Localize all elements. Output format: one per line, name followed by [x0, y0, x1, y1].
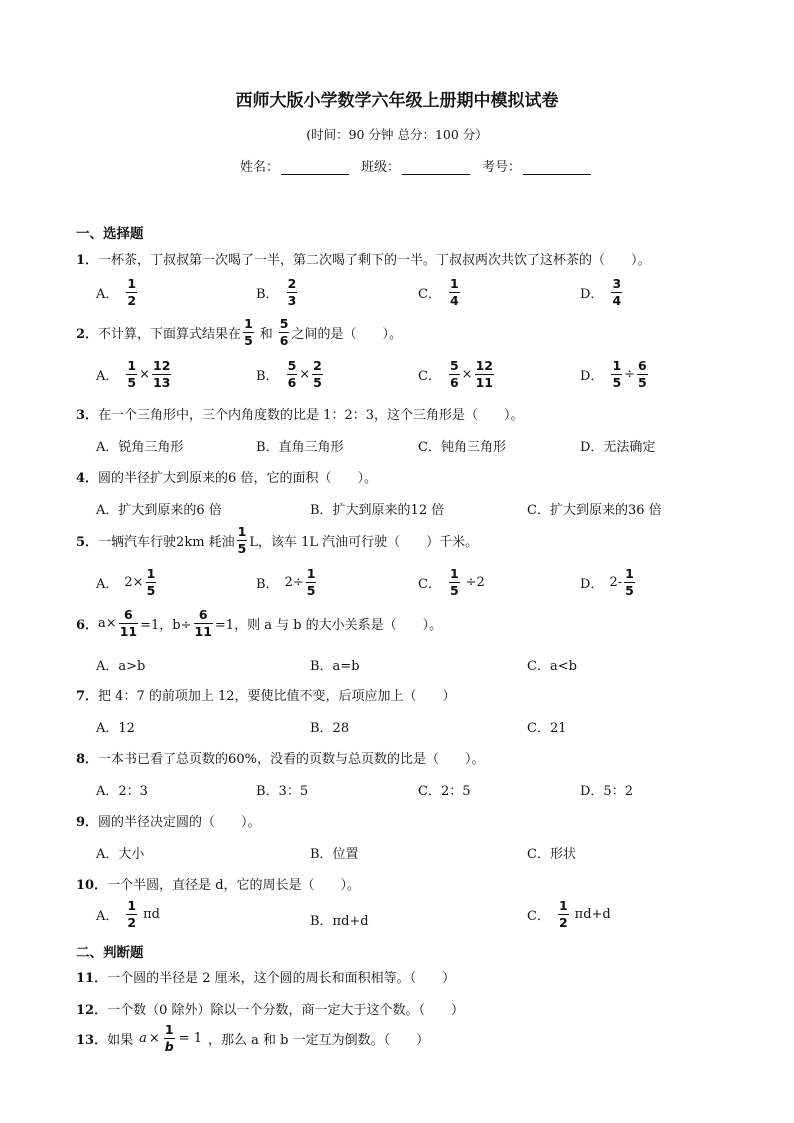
fraction: [624, 568, 635, 597]
option-label: A．: [96, 369, 119, 384]
q7-option-a[interactable]: A．12: [96, 721, 135, 736]
class-label: 班级：: [361, 160, 401, 175]
operator: ÷: [624, 367, 636, 382]
question-text: =1，则 a 与 b 的大小关系是（ ）。: [214, 618, 443, 633]
numerator: 6: [198, 607, 208, 622]
expression-suffix: πd+d: [574, 907, 611, 922]
question-number: 5．: [76, 535, 99, 550]
fraction: [558, 900, 569, 929]
denominator: 4: [449, 292, 459, 308]
expression-suffix: ÷2: [465, 575, 485, 590]
question-number: 6．: [76, 618, 99, 633]
page-title: 西师大版小学数学六年级上册期中模拟试卷: [235, 91, 559, 111]
q3-option-c[interactable]: C．钝角三角形: [418, 440, 506, 455]
expression-prefix: 2-: [609, 575, 623, 590]
q9-option-a[interactable]: A．大小: [96, 847, 145, 862]
numerator: 1: [146, 566, 156, 581]
question-text: 圆的半径决定圆的（ ）。: [98, 815, 261, 830]
denominator: 11: [119, 623, 138, 639]
fraction: [287, 278, 298, 307]
question-text: 一个半圆，直径是 d，它的周长是（ ）。: [107, 878, 361, 893]
question-text: 圆的半径扩大到原来的6 倍，它的面积（ ）。: [98, 471, 377, 486]
operator: ×: [299, 367, 311, 382]
numerator: 6: [124, 607, 133, 622]
question-number: 12．: [76, 1003, 108, 1018]
option-label: A．: [96, 287, 119, 302]
q10-option-a[interactable]: [96, 900, 160, 929]
class-field: [361, 156, 470, 175]
question-number: 4．: [76, 471, 99, 486]
numerator: 1: [449, 276, 459, 291]
fraction: [611, 278, 622, 307]
q3-option-d[interactable]: D．无法确定: [580, 440, 656, 455]
question-number: 9．: [76, 815, 99, 830]
exam-time-score: (时间：90 分钟 总分：100 分）: [306, 127, 488, 142]
numerator: 1: [127, 276, 137, 291]
q8-option-c[interactable]: C．2：5: [418, 784, 471, 799]
denominator: 5: [313, 374, 322, 390]
q7-option-c[interactable]: C．21: [527, 721, 567, 736]
question-number: 11．: [76, 971, 108, 986]
denominator: 5: [306, 582, 316, 598]
question-9: [76, 811, 261, 830]
option-label: D．: [580, 369, 604, 384]
fraction: [611, 360, 622, 389]
name-field: [240, 156, 349, 175]
q9-option-b[interactable]: B．位置: [310, 847, 359, 862]
denominator: 3: [287, 292, 297, 308]
option-label: C．: [418, 369, 441, 384]
fraction: [126, 360, 137, 389]
numerator: 1: [612, 358, 622, 373]
denominator: 6: [449, 374, 459, 390]
q5-option-a[interactable]: [96, 568, 158, 597]
denominator: 5: [449, 582, 459, 598]
fraction: [449, 278, 460, 307]
question-12: [76, 999, 464, 1018]
q10-option-c[interactable]: [527, 900, 611, 929]
denominator: 11: [475, 374, 493, 390]
fraction: [306, 568, 317, 597]
fraction: [449, 360, 460, 389]
numerator: 1: [306, 566, 316, 581]
option-label: D．: [580, 577, 604, 592]
expression-prefix: 2×: [124, 575, 144, 590]
numerator: 5: [449, 358, 459, 373]
denominator: 6: [279, 332, 289, 348]
math-equals: = 1: [178, 1031, 203, 1046]
numerator: 2: [313, 358, 322, 373]
denominator: 5: [237, 540, 247, 556]
q8-option-d[interactable]: D．5：2: [580, 784, 633, 799]
denominator: 5: [244, 332, 253, 348]
q6-option-b[interactable]: B．a=b: [310, 659, 360, 674]
name-label: 姓名：: [240, 160, 280, 175]
fraction: [449, 568, 460, 597]
denominator: 6: [287, 374, 297, 390]
fraction: [475, 360, 494, 389]
q3-option-b[interactable]: B．直角三角形: [256, 440, 344, 455]
operator: ×: [148, 1031, 160, 1046]
fraction: [243, 318, 254, 347]
question-number: 10．: [76, 878, 108, 893]
fraction: [164, 1024, 175, 1053]
question-text: 如果: [107, 1033, 134, 1048]
question-text: 把 4：7 的前项加上 12，要使比值不变，后项应加上（ ）: [98, 689, 456, 704]
q5-option-d[interactable]: [580, 568, 637, 597]
q4-option-a[interactable]: A．扩大到原来的6 倍: [96, 503, 222, 518]
numerator: 1: [127, 898, 137, 913]
question-text: ，那么 a 和 b 一定互为倒数。（ ）: [208, 1033, 430, 1048]
option-label: B．: [256, 287, 279, 302]
question-text: 一杯茶，丁叔叔第一次喝了一半，第二次喝了剩下的一半。丁叔叔两次共饮了这杯茶的（ ）。: [98, 253, 651, 268]
numerator: 5: [287, 358, 297, 373]
q4-option-b[interactable]: B．扩大到原来的12 倍: [310, 503, 445, 518]
question-text: 一个圆的半径是 2 厘米，这个圆的周长和面积相等。（ ）: [107, 971, 456, 986]
q1-option-c[interactable]: [418, 278, 462, 307]
option-label: B．: [256, 577, 279, 592]
operator: ×: [461, 367, 473, 382]
question-1: [76, 249, 651, 268]
expression-suffix: πd: [143, 907, 160, 922]
denominator: 4: [612, 292, 622, 308]
exam-number-label: 考号：: [482, 160, 522, 175]
question-number: 7．: [76, 689, 99, 704]
numerator: 1: [237, 524, 247, 539]
fraction: [279, 318, 290, 347]
question-7: [76, 685, 456, 704]
question-text: 一本书已看了总页数的60%，没看的页数与总页数的比是（ ）。: [98, 752, 485, 767]
fraction: [287, 360, 298, 389]
option-label: A．: [96, 577, 119, 592]
numerator: 1: [625, 566, 634, 581]
question-text: L，该车 1L 汽油可行驶（ ）千米。: [249, 535, 479, 550]
numerator: 1: [164, 1022, 174, 1037]
numerator: 6: [638, 358, 647, 373]
q7-option-b[interactable]: B．28: [310, 721, 350, 736]
question-13: [76, 1024, 429, 1053]
numerator: 1: [558, 898, 568, 913]
numerator: 1: [449, 566, 459, 581]
q2-option-c[interactable]: [418, 360, 496, 389]
fraction: [126, 900, 137, 929]
question-text: 在一个三角形中，三个内角度数的比是 1：2：3，这个三角形是（ ）。: [98, 408, 524, 423]
option-label: C．: [527, 909, 550, 924]
q8-option-a[interactable]: A．2：3: [96, 784, 148, 799]
q6-option-a[interactable]: A．a>b: [96, 659, 146, 674]
fraction: [312, 360, 323, 389]
option-label: C．: [418, 287, 441, 302]
q4-option-c[interactable]: C．扩大到原来的36 倍: [527, 503, 662, 518]
fraction: [237, 526, 248, 555]
question-number: 1．: [76, 253, 99, 268]
option-label: D．: [580, 287, 604, 302]
question-2: [76, 318, 402, 347]
denominator: b: [164, 1038, 174, 1054]
section-choice-title: 一、选择题: [76, 226, 144, 242]
fraction: [194, 609, 213, 638]
expression-prefix: 2÷: [284, 575, 304, 590]
q2-option-b[interactable]: [256, 360, 325, 389]
denominator: 2: [127, 914, 137, 930]
question-number: 8．: [76, 752, 99, 767]
question-text: =1，b÷: [140, 618, 192, 633]
denominator: 5: [146, 582, 156, 598]
question-number: 2．: [76, 327, 99, 342]
fraction: [146, 568, 157, 597]
question-5: [76, 526, 478, 555]
question-number: 13．: [76, 1033, 108, 1048]
denominator: 5: [612, 374, 622, 390]
denominator: 5: [625, 582, 634, 598]
question-6: [76, 609, 442, 638]
fraction: [126, 278, 137, 307]
denominator: 5: [638, 374, 647, 390]
question-text: 一个数（0 除外）除以一个分数，商一定大于这个数。（ ）: [107, 1003, 464, 1018]
option-label: B．: [256, 369, 279, 384]
fraction: [637, 360, 648, 389]
exam-number-blank[interactable]: [523, 160, 591, 175]
q8-option-b[interactable]: B．3：5: [256, 784, 309, 799]
question-11: [76, 967, 455, 986]
q1-option-d[interactable]: [580, 278, 624, 307]
numerator: 2: [287, 276, 297, 291]
question-text: 不计算，下面算式结果在: [98, 327, 242, 342]
numerator: 1: [127, 358, 137, 373]
question-text: a×: [98, 616, 117, 631]
option-label: C．: [418, 577, 441, 592]
question-8: [76, 748, 484, 767]
denominator: 13: [153, 374, 171, 390]
denominator: 2: [127, 292, 137, 308]
question-text: 一辆汽车行驶2km 耗油: [98, 535, 235, 550]
q2-option-a[interactable]: [96, 360, 173, 389]
question-3: [76, 404, 524, 423]
q5-option-b[interactable]: [256, 568, 318, 597]
student-info: [240, 156, 603, 175]
numerator: 1: [244, 316, 253, 331]
numerator: 12: [153, 358, 171, 373]
option-label: A．: [96, 909, 119, 924]
fraction: [152, 360, 171, 389]
question-text: 之间的是（ ）。: [291, 327, 402, 342]
numerator: 12: [475, 358, 493, 373]
section-judgment-title: 二、判断题: [76, 945, 144, 961]
question-10: [76, 874, 360, 893]
q2-option-d[interactable]: [580, 360, 650, 389]
question-4: [76, 467, 377, 486]
q6-option-c[interactable]: C．a<b: [527, 659, 577, 674]
denominator: 11: [194, 623, 212, 639]
question-number: 3．: [76, 408, 99, 423]
numerator: 5: [279, 316, 289, 331]
q5-option-c[interactable]: [418, 568, 485, 597]
q1-option-a[interactable]: [96, 278, 139, 307]
q3-option-a[interactable]: A．锐角三角形: [96, 440, 184, 455]
class-blank[interactable]: [402, 160, 470, 175]
q9-option-c[interactable]: C．形状: [527, 847, 576, 862]
q10-option-b[interactable]: B．πd+d: [310, 914, 369, 929]
denominator: 5: [127, 374, 137, 390]
name-blank[interactable]: [281, 160, 349, 175]
question-text: 和: [259, 327, 273, 342]
numerator: 3: [612, 276, 622, 291]
fraction: [119, 609, 138, 638]
q1-option-b[interactable]: [256, 278, 299, 307]
operator: ×: [139, 367, 150, 382]
denominator: 2: [558, 914, 568, 930]
math-variable: a: [139, 1031, 147, 1046]
exam-number-field: [482, 156, 591, 175]
